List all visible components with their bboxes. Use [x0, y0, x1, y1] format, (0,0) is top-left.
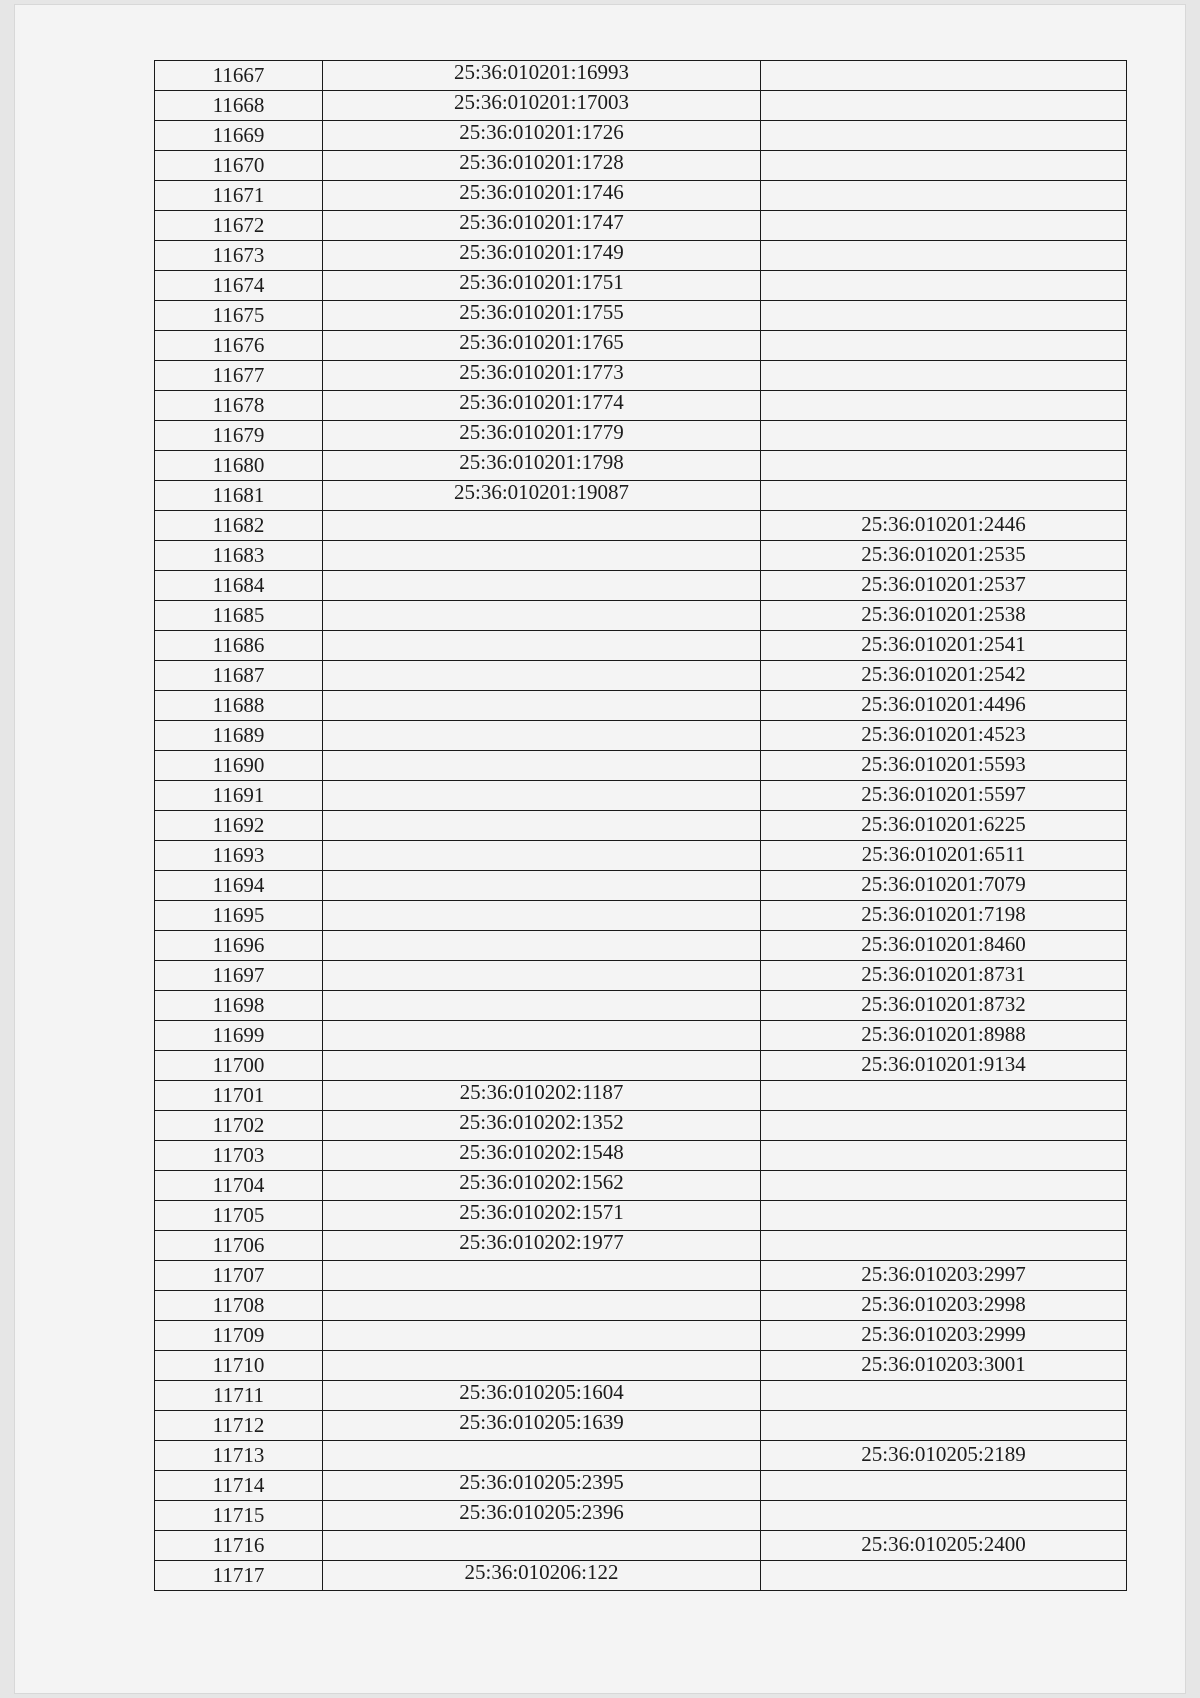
table-row	[155, 661, 1127, 691]
table-row	[155, 211, 1127, 241]
row-number-cell: 11707	[155, 1261, 323, 1291]
table-row	[155, 241, 1127, 271]
cadastral-number-cell-right	[761, 121, 1127, 151]
cadastral-number-right: 25:36:010201:6225	[861, 812, 1026, 836]
cadastral-number-cell-left	[323, 511, 761, 541]
row-number-cell: 11679	[155, 421, 323, 451]
cadastral-number-right: 25:36:010201:8988	[861, 1022, 1026, 1046]
cadastral-number-cell-left	[323, 1051, 761, 1081]
row-number-cell: 11674	[155, 271, 323, 301]
cadastral-number-cell-left	[323, 1471, 761, 1501]
cadastral-number-cell-left	[323, 271, 761, 301]
table-row	[155, 721, 1127, 751]
row-number-cell: 11677	[155, 361, 323, 391]
cadastral-number-cell-left	[323, 571, 761, 601]
cadastral-number-left: 25:36:010201:1728	[459, 150, 624, 174]
cadastral-number-cell-right	[761, 1351, 1127, 1381]
cadastral-number-left: 25:36:010201:1751	[459, 270, 624, 294]
cadastral-number-left: 25:36:010202:1352	[459, 1110, 624, 1134]
table-row	[155, 1501, 1127, 1531]
row-number-cell: 11705	[155, 1201, 323, 1231]
cadastral-number-cell-right	[761, 1411, 1127, 1441]
row-number-cell: 11692	[155, 811, 323, 841]
table-row	[155, 631, 1127, 661]
cadastral-number-cell-right	[761, 331, 1127, 361]
cadastral-number-cell-right	[761, 1561, 1127, 1591]
cadastral-number-right: 25:36:010201:8731	[861, 962, 1026, 986]
table-row	[155, 1201, 1127, 1231]
row-number-cell: 11708	[155, 1291, 323, 1321]
cadastral-number-left: 25:36:010201:16993	[453, 60, 629, 84]
cadastral-number-cell-left	[323, 481, 761, 511]
table-row	[155, 901, 1127, 931]
cadastral-number-cell-left	[323, 631, 761, 661]
row-number-cell: 11669	[155, 121, 323, 151]
cadastral-number-cell-left	[323, 901, 761, 931]
cadastral-number-cell-right	[761, 1231, 1127, 1261]
table-row	[155, 1291, 1127, 1321]
row-number-cell: 11688	[155, 691, 323, 721]
cadastral-number-cell-right	[761, 1051, 1127, 1081]
cadastral-number-cell-right	[761, 271, 1127, 301]
cadastral-number-cell-left	[323, 1201, 761, 1231]
row-number-cell: 11670	[155, 151, 323, 181]
cadastral-number-cell-right	[761, 1291, 1127, 1321]
row-number-cell: 11702	[155, 1111, 323, 1141]
cadastral-number-cell-right	[761, 361, 1127, 391]
cadastral-number-cell-right	[761, 931, 1127, 961]
row-number-cell: 11689	[155, 721, 323, 751]
cadastral-number-cell-right	[761, 1381, 1127, 1411]
cadastral-number-left: 25:36:010201:1755	[459, 300, 624, 324]
cadastral-number-left: 25:36:010201:1749	[459, 240, 624, 264]
row-number-cell: 11675	[155, 301, 323, 331]
cadastral-number-cell-right	[761, 1081, 1127, 1111]
cadastral-number-cell-right	[761, 691, 1127, 721]
cadastral-number-cell-left	[323, 1381, 761, 1411]
row-number-cell: 11704	[155, 1171, 323, 1201]
table-row	[155, 1171, 1127, 1201]
table-row	[155, 1081, 1127, 1111]
row-number-cell: 11712	[155, 1411, 323, 1441]
row-number-cell: 11717	[155, 1561, 323, 1591]
table-row	[155, 781, 1127, 811]
table-row	[155, 421, 1127, 451]
cadastral-number-right: 25:36:010201:4496	[861, 692, 1026, 716]
cadastral-number-cell-right	[761, 301, 1127, 331]
row-number-cell: 11706	[155, 1231, 323, 1261]
row-number-cell: 11684	[155, 571, 323, 601]
cadastral-number-cell-left	[323, 931, 761, 961]
cadastral-number-left: 25:36:010205:1639	[459, 1410, 624, 1434]
cadastral-number-right: 25:36:010201:5593	[861, 752, 1026, 776]
table-body	[155, 61, 1127, 1591]
table-row	[155, 121, 1127, 151]
cadastral-number-cell-right	[761, 1471, 1127, 1501]
table-row	[155, 1531, 1127, 1561]
cadastral-number-right: 25:36:010203:2998	[861, 1292, 1026, 1316]
row-number-cell: 11701	[155, 1081, 323, 1111]
cadastral-number-right: 25:36:010201:2535	[861, 542, 1026, 566]
row-number-cell: 11681	[155, 481, 323, 511]
cadastral-number-cell-right	[761, 391, 1127, 421]
table-row	[155, 1561, 1127, 1591]
cadastral-number-cell-right	[761, 1261, 1127, 1291]
cadastral-number-right: 25:36:010201:5597	[861, 782, 1026, 806]
cadastral-number-cell-right	[761, 181, 1127, 211]
cadastral-number-cell-left	[323, 61, 761, 91]
cadastral-number-cell-left	[323, 871, 761, 901]
row-number-cell: 11687	[155, 661, 323, 691]
cadastral-number-cell-left	[323, 181, 761, 211]
cadastral-number-cell-right	[761, 901, 1127, 931]
cadastral-number-cell-left	[323, 811, 761, 841]
cadastral-number-right: 25:36:010201:7198	[861, 902, 1026, 926]
cadastral-number-cell-right	[761, 511, 1127, 541]
row-number-cell: 11695	[155, 901, 323, 931]
table-row	[155, 361, 1127, 391]
cadastral-number-left: 25:36:010201:1747	[459, 210, 624, 234]
cadastral-number-cell-right	[761, 751, 1127, 781]
cadastral-number-cell-left	[323, 721, 761, 751]
cadastral-number-cell-left	[323, 91, 761, 121]
cadastral-number-cell-right	[761, 211, 1127, 241]
table-row	[155, 1051, 1127, 1081]
table-row	[155, 1021, 1127, 1051]
cadastral-number-cell-left	[323, 541, 761, 571]
scanned-page	[14, 4, 1186, 1694]
cadastral-number-cell-left	[323, 841, 761, 871]
cadastral-number-cell-left	[323, 1561, 761, 1591]
cadastral-number-left: 25:36:010202:1571	[459, 1200, 624, 1224]
cadastral-number-cell-left	[323, 1081, 761, 1111]
cadastral-number-cell-left	[323, 331, 761, 361]
row-number-cell: 11676	[155, 331, 323, 361]
cadastral-number-right: 25:36:010203:2997	[861, 1262, 1026, 1286]
cadastral-number-cell-left	[323, 1231, 761, 1261]
cadastral-number-table	[154, 60, 1127, 1591]
row-number-cell: 11713	[155, 1441, 323, 1471]
table-row	[155, 1411, 1127, 1441]
row-number-cell: 11694	[155, 871, 323, 901]
cadastral-number-right: 25:36:010201:8460	[861, 932, 1026, 956]
row-number-cell: 11697	[155, 961, 323, 991]
row-number-cell: 11683	[155, 541, 323, 571]
cadastral-number-left: 25:36:010201:1779	[459, 420, 624, 444]
cadastral-number-cell-right	[761, 991, 1127, 1021]
cadastral-number-right: 25:36:010205:2189	[861, 1442, 1026, 1466]
cadastral-number-cell-right	[761, 1321, 1127, 1351]
cadastral-number-cell-left	[323, 391, 761, 421]
cadastral-number-cell-left	[323, 1141, 761, 1171]
row-number-cell: 11678	[155, 391, 323, 421]
cadastral-number-cell-right	[761, 601, 1127, 631]
cadastral-number-left: 25:36:010201:1765	[459, 330, 624, 354]
cadastral-number-cell-left	[323, 1501, 761, 1531]
cadastral-number-cell-right	[761, 871, 1127, 901]
cadastral-number-cell-right	[761, 841, 1127, 871]
cadastral-number-cell-left	[323, 121, 761, 151]
cadastral-number-cell-left	[323, 1291, 761, 1321]
cadastral-number-cell-left	[323, 961, 761, 991]
cadastral-number-left: 25:36:010201:19087	[453, 480, 629, 504]
cadastral-number-cell-left	[323, 661, 761, 691]
cadastral-number-right: 25:36:010201:2538	[861, 602, 1026, 626]
cadastral-number-left: 25:36:010201:1746	[459, 180, 624, 204]
cadastral-number-cell-right	[761, 1441, 1127, 1471]
row-number-cell: 11668	[155, 91, 323, 121]
cadastral-number-cell-left	[323, 361, 761, 391]
table-row	[155, 571, 1127, 601]
row-number-cell: 11703	[155, 1141, 323, 1171]
cadastral-number-cell-left	[323, 1171, 761, 1201]
cadastral-number-left: 25:36:010202:1548	[459, 1140, 624, 1164]
row-number-cell: 11711	[155, 1381, 323, 1411]
table-row	[155, 991, 1127, 1021]
cadastral-number-cell-left	[323, 1351, 761, 1381]
row-number-cell: 11693	[155, 841, 323, 871]
cadastral-number-cell-left	[323, 1531, 761, 1561]
cadastral-number-cell-left	[323, 1111, 761, 1141]
cadastral-table-container	[154, 60, 1126, 1591]
cadastral-number-cell-right	[761, 631, 1127, 661]
table-row	[155, 301, 1127, 331]
row-number-cell: 11686	[155, 631, 323, 661]
table-row	[155, 1261, 1127, 1291]
cadastral-number-right: 25:36:010201:7079	[861, 872, 1026, 896]
cadastral-number-left: 25:36:010201:1726	[459, 120, 624, 144]
row-number-cell: 11696	[155, 931, 323, 961]
cadastral-number-right: 25:36:010201:2542	[861, 662, 1026, 686]
cadastral-number-left: 25:36:010205:2395	[459, 1470, 624, 1494]
cadastral-number-cell-left	[323, 301, 761, 331]
cadastral-number-left: 25:36:010205:1604	[459, 1380, 624, 1404]
row-number-cell: 11682	[155, 511, 323, 541]
table-row	[155, 1111, 1127, 1141]
cadastral-number-cell-right	[761, 721, 1127, 751]
cadastral-number-cell-left	[323, 241, 761, 271]
table-row	[155, 391, 1127, 421]
row-number-cell: 11715	[155, 1501, 323, 1531]
cadastral-number-cell-right	[761, 151, 1127, 181]
table-row	[155, 151, 1127, 181]
table-row	[155, 1441, 1127, 1471]
cadastral-number-cell-right	[761, 481, 1127, 511]
cadastral-number-right: 25:36:010205:2400	[861, 1532, 1026, 1556]
cadastral-number-cell-right	[761, 1141, 1127, 1171]
row-number-cell: 11691	[155, 781, 323, 811]
table-row	[155, 91, 1127, 121]
cadastral-number-cell-left	[323, 991, 761, 1021]
cadastral-number-cell-left	[323, 151, 761, 181]
cadastral-number-cell-right	[761, 61, 1127, 91]
cadastral-number-cell-left	[323, 211, 761, 241]
row-number-cell: 11672	[155, 211, 323, 241]
cadastral-number-right: 25:36:010201:2537	[861, 572, 1026, 596]
cadastral-number-cell-left	[323, 421, 761, 451]
cadastral-number-cell-left	[323, 781, 761, 811]
cadastral-number-cell-right	[761, 571, 1127, 601]
cadastral-number-left: 25:36:010201:17003	[453, 90, 629, 114]
cadastral-number-left: 25:36:010205:2396	[459, 1500, 624, 1524]
table-row	[155, 841, 1127, 871]
table-row	[155, 931, 1127, 961]
row-number-cell: 11690	[155, 751, 323, 781]
cadastral-number-left: 25:36:010202:1562	[459, 1170, 624, 1194]
cadastral-number-left: 25:36:010202:1187	[459, 1080, 624, 1104]
cadastral-number-cell-right	[761, 91, 1127, 121]
cadastral-number-cell-left	[323, 1411, 761, 1441]
cadastral-number-cell-left	[323, 751, 761, 781]
cadastral-number-right: 25:36:010203:2999	[861, 1322, 1026, 1346]
cadastral-number-cell-left	[323, 691, 761, 721]
table-row	[155, 481, 1127, 511]
cadastral-number-left: 25:36:010202:1977	[459, 1230, 624, 1254]
row-number-cell: 11698	[155, 991, 323, 1021]
cadastral-number-cell-right	[761, 1021, 1127, 1051]
row-number-cell: 11685	[155, 601, 323, 631]
row-number-cell: 11667	[155, 61, 323, 91]
cadastral-number-cell-left	[323, 1441, 761, 1471]
cadastral-number-cell-right	[761, 1171, 1127, 1201]
table-row	[155, 541, 1127, 571]
cadastral-number-left: 25:36:010201:1798	[459, 450, 624, 474]
row-number-cell: 11699	[155, 1021, 323, 1051]
table-row	[155, 871, 1127, 901]
table-row	[155, 961, 1127, 991]
table-row	[155, 1471, 1127, 1501]
table-row	[155, 1351, 1127, 1381]
cadastral-number-right: 25:36:010201:8732	[861, 992, 1026, 1016]
table-row	[155, 61, 1127, 91]
cadastral-number-left: 25:36:010201:1774	[459, 390, 624, 414]
table-row	[155, 1381, 1127, 1411]
table-row	[155, 601, 1127, 631]
table-row	[155, 1141, 1127, 1171]
cadastral-number-cell-left	[323, 1261, 761, 1291]
row-number-cell: 11700	[155, 1051, 323, 1081]
row-number-cell: 11709	[155, 1321, 323, 1351]
table-row	[155, 751, 1127, 781]
cadastral-number-cell-right	[761, 961, 1127, 991]
cadastral-number-cell-left	[323, 601, 761, 631]
cadastral-number-cell-right	[761, 661, 1127, 691]
table-row	[155, 511, 1127, 541]
cadastral-number-cell-right	[761, 1531, 1127, 1561]
cadastral-number-left: 25:36:010201:1773	[459, 360, 624, 384]
table-row	[155, 271, 1127, 301]
row-number-cell: 11716	[155, 1531, 323, 1561]
table-row	[155, 1231, 1127, 1261]
cadastral-number-cell-left	[323, 1321, 761, 1351]
cadastral-number-right: 25:36:010201:9134	[861, 1052, 1026, 1076]
table-row	[155, 181, 1127, 211]
row-number-cell: 11680	[155, 451, 323, 481]
table-row	[155, 331, 1127, 361]
cadastral-number-right: 25:36:010201:6511	[861, 842, 1026, 866]
table-row	[155, 1321, 1127, 1351]
row-number-cell: 11671	[155, 181, 323, 211]
row-number-cell: 11673	[155, 241, 323, 271]
cadastral-number-left: 25:36:010206:122	[464, 1560, 619, 1584]
cadastral-number-cell-right	[761, 451, 1127, 481]
cadastral-number-right: 25:36:010201:4523	[861, 722, 1026, 746]
row-number-cell: 11710	[155, 1351, 323, 1381]
table-row	[155, 691, 1127, 721]
table-row	[155, 451, 1127, 481]
row-number-cell: 11714	[155, 1471, 323, 1501]
cadastral-number-cell-right	[761, 1111, 1127, 1141]
cadastral-number-cell-right	[761, 1501, 1127, 1531]
cadastral-number-cell-right	[761, 811, 1127, 841]
cadastral-number-cell-left	[323, 451, 761, 481]
cadastral-number-cell-right	[761, 1201, 1127, 1231]
cadastral-number-cell-right	[761, 541, 1127, 571]
cadastral-number-right: 25:36:010201:2446	[861, 512, 1026, 536]
cadastral-number-cell-right	[761, 241, 1127, 271]
cadastral-number-cell-right	[761, 781, 1127, 811]
table-row	[155, 811, 1127, 841]
cadastral-number-right: 25:36:010203:3001	[861, 1352, 1026, 1376]
cadastral-number-cell-left	[323, 1021, 761, 1051]
cadastral-number-cell-right	[761, 421, 1127, 451]
cadastral-number-right: 25:36:010201:2541	[861, 632, 1026, 656]
